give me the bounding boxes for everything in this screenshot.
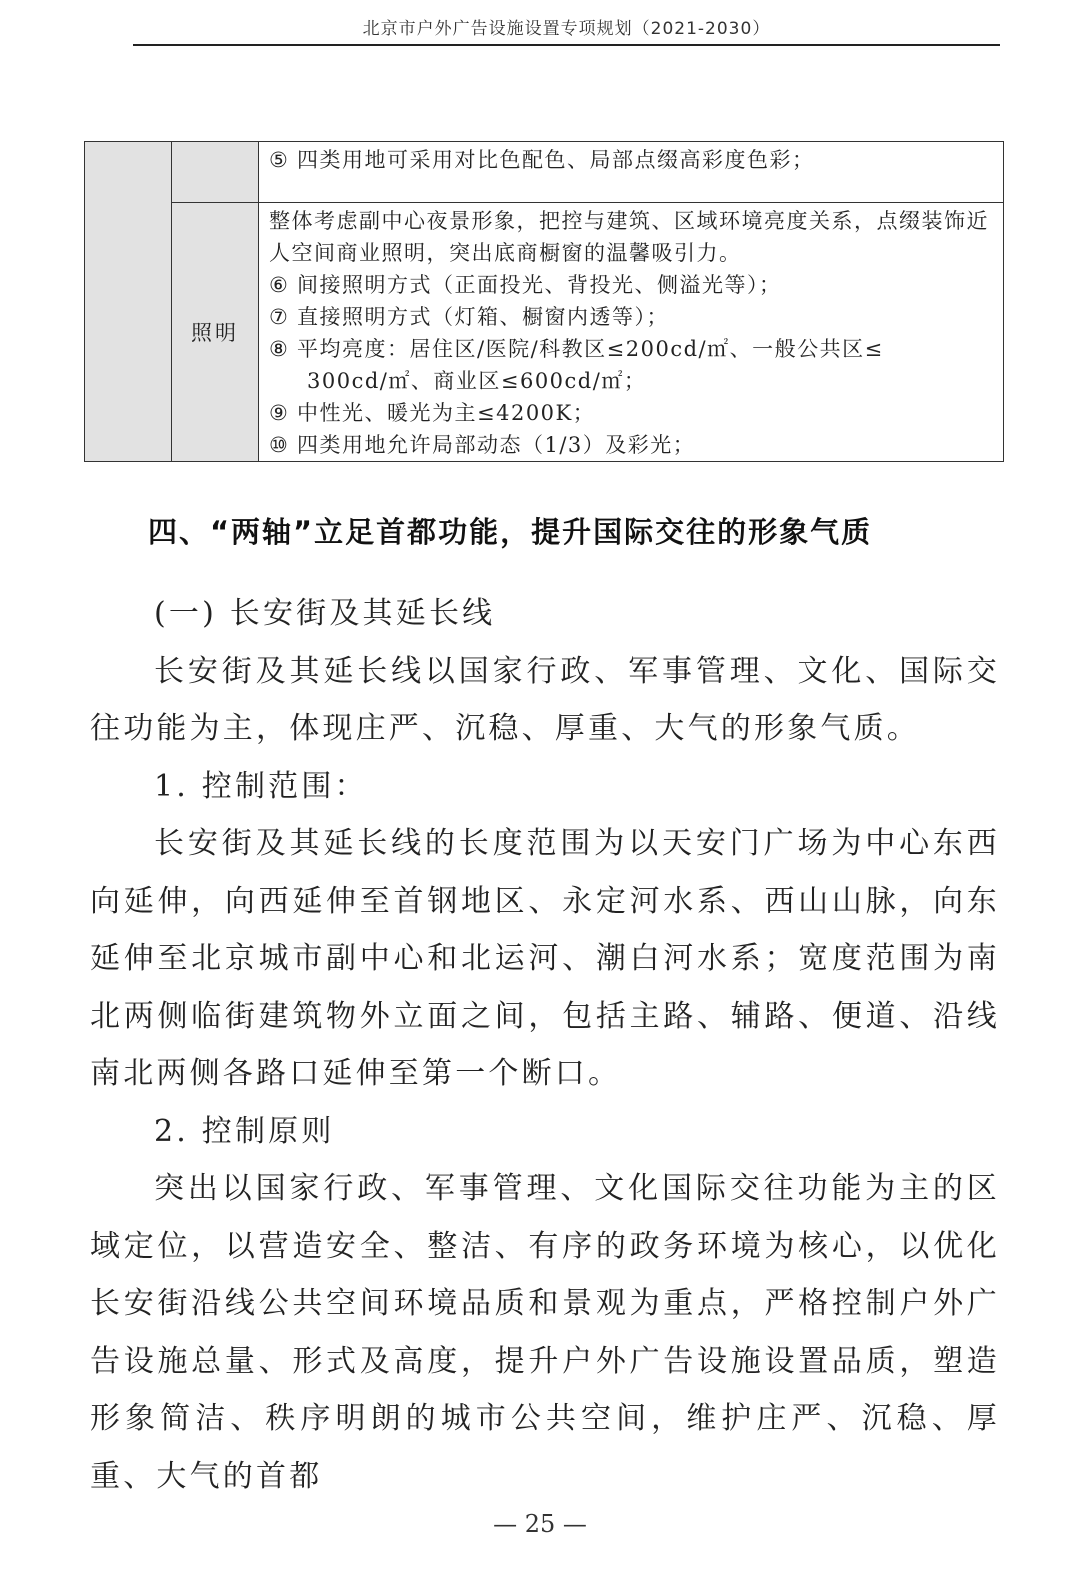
body-text [90,585,1000,1505]
page-number: — 25 — [493,1510,587,1538]
list-item [269,269,991,301]
list-item [269,144,991,176]
table-row [85,142,1004,203]
category-cell [85,142,172,462]
list-item [269,429,991,461]
running-header: 北京市户外广告设施设置专项规划（2021-2030） [362,19,771,39]
spec-table [84,141,1004,462]
content-cell [259,203,1004,462]
paragraph: 突出以国家行政、军事管理、文化国际交往功能为主的区域定位，以营造安全、整洁、有序的政务环境为核心，以优化长安街沿线公共空间环境品质和景观为重点，严格控制户外广告设施总量、形式及高度，提升户外广告设施设置品质，塑造形象简洁、秩序明朗的城市公共空间，维护庄严、沉稳、厚重、大气的首都 [90,1171,1000,1494]
item-text: 间接照明方式（正面投光、背投光、侧溢光等）； [297,273,782,297]
item-number: ⑧ [269,337,290,361]
list-item [269,397,991,429]
item-number: ⑩ [269,433,290,457]
item-title: 2. 控制原则 [154,1113,335,1149]
paragraph: 长安街及其延长线以国家行政、军事管理、文化、国际交往功能为主，体现庄严、沉稳、厚重、大气的形象气质。 [90,653,1000,746]
subcategory-cell [172,142,259,203]
table-row [85,203,1004,462]
paragraph: 长安街及其延长线的长度范围为以天安门广场为中心东西向延伸，向西延伸至首钢地区、永定河水系、西山山脉，向东延伸至北京城市副中心和北运河、潮白河水系；宽度范围为南北两侧临街建筑物外立面之间，包括主路、辅路、便道、沿线南北两侧各路口延伸至第一个断口。 [90,826,1000,1091]
content-cell [259,142,1004,203]
section-heading: 四、“两轴”立足首都功能，提升国际交往的形象气质 [148,515,873,549]
item-title: 1. 控制范围： [154,768,368,804]
list-item-continuation: 300cd/㎡、商业区≤600cd/㎡； [307,369,647,393]
lighting-intro: 整体考虑副中心夜景形象，把控与建筑、区域环境亮度关系，点缀装饰近人空间商业照明，突出底商橱窗的温馨吸引力。 [269,209,989,265]
subheading: (一) 长安街及其延长线 [154,596,496,631]
lighting-label: 照明 [172,203,259,462]
item-text: 直接照明方式（灯箱、橱窗内透等）； [297,305,669,329]
item-text: 平均亮度：居住区/医院/科教区≤200cd/㎡、一般公共区≤ [297,337,884,361]
header-rule [133,44,1000,46]
item-number: ⑦ [269,305,290,329]
item-text: 四类用地可采用对比色配色、局部点缀高彩度色彩； [297,148,815,172]
item-number: ⑤ [269,148,290,172]
item-number: ⑥ [269,273,290,297]
list-item [269,333,991,365]
item-text: 中性光、暖光为主≤4200K； [297,401,596,425]
item-number: ⑨ [269,401,290,425]
list-item [269,301,991,333]
item-text: 四类用地允许局部动态（1/3）及彩光； [297,433,696,457]
